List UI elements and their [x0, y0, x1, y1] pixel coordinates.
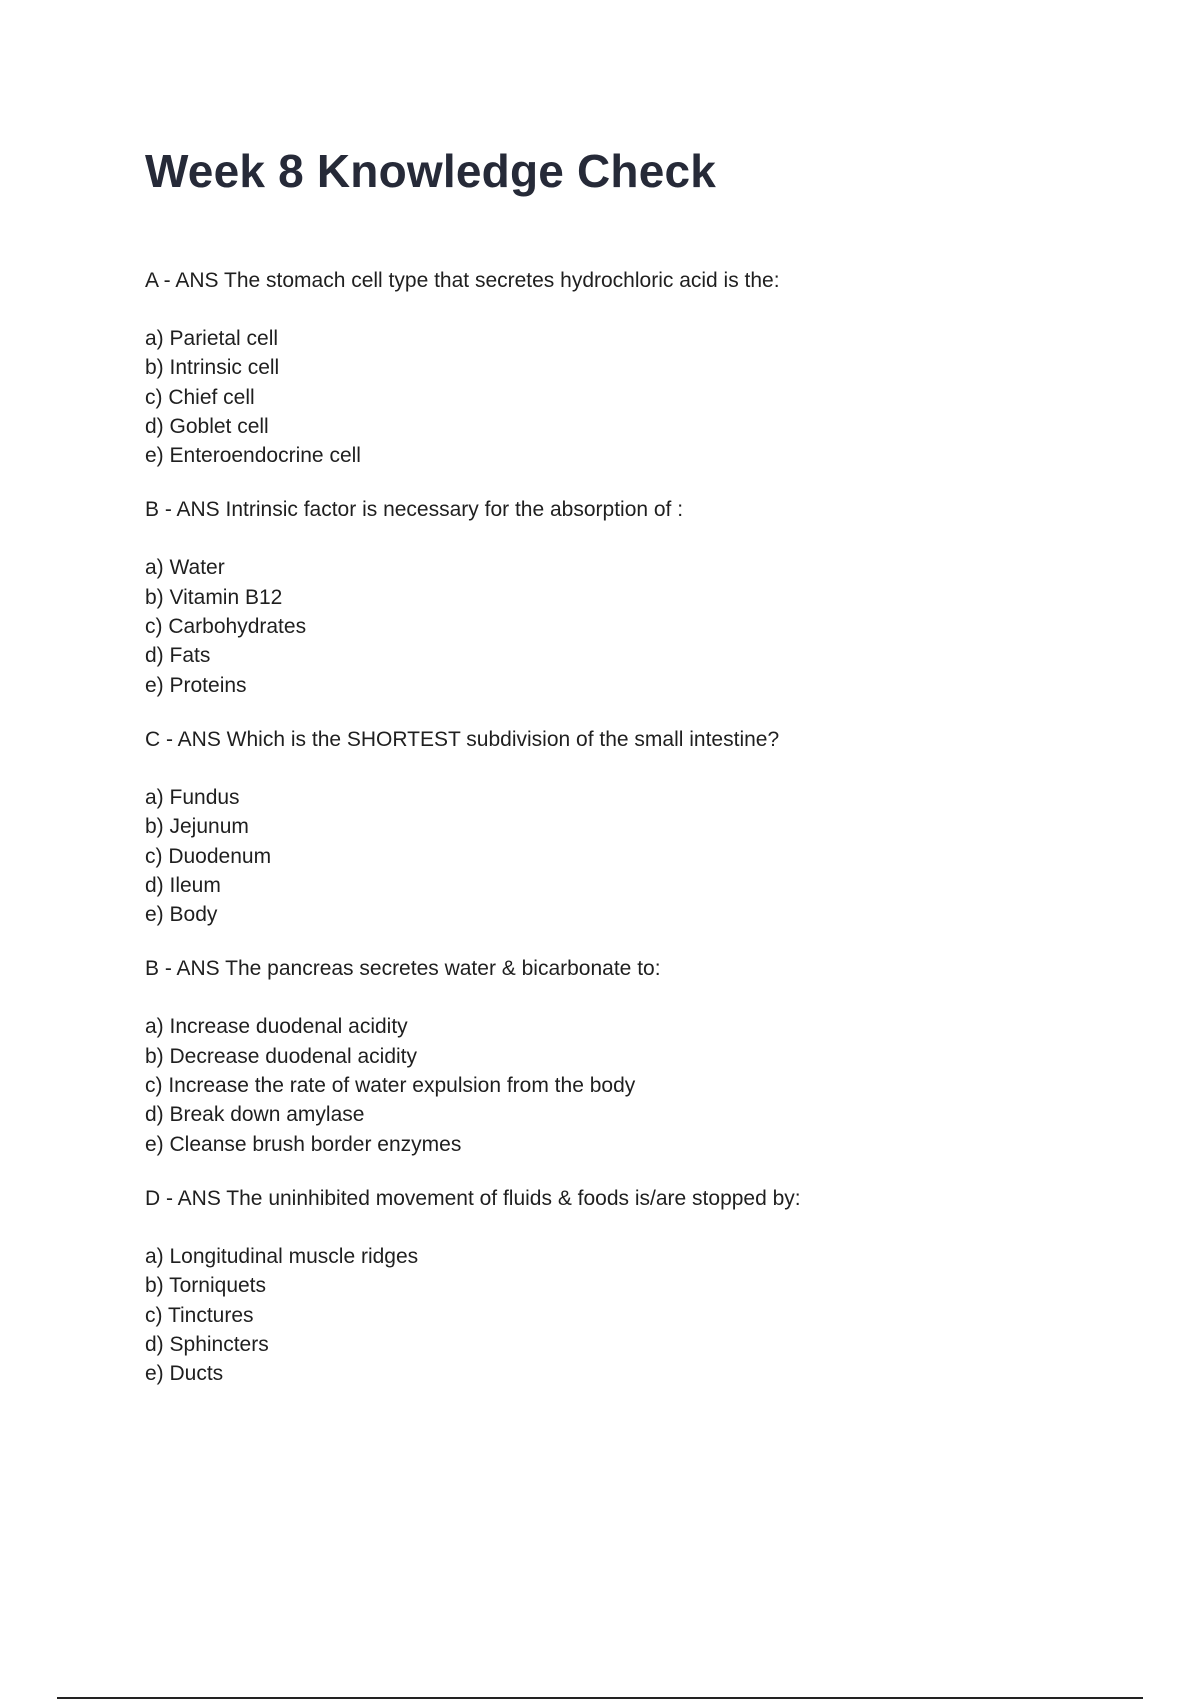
question-4 [145, 954, 1045, 1158]
answer-option: e) Ducts [145, 1362, 224, 1386]
answer-option: e) Body [145, 903, 218, 927]
question-5 [145, 1184, 1045, 1388]
answer-option: b) Vitamin B12 [145, 585, 283, 609]
answer-option: d) Fats [145, 644, 211, 668]
answer-options [145, 1242, 1045, 1388]
answer-option: c) Carbohydrates [145, 615, 307, 639]
answer-option: d) Sphincters [145, 1332, 269, 1356]
answer-option: e) Proteins [145, 673, 247, 697]
answer-option: e) Enteroendocrine cell [145, 444, 361, 468]
answer-option: c) Increase the rate of water expulsion from the body [145, 1074, 636, 1098]
answer-option: b) Intrinsic cell [145, 356, 280, 380]
answer-option: b) Torniquets [145, 1274, 267, 1298]
question-text: C - ANS Which is the SHORTEST subdivision of the small intestine? [145, 727, 780, 751]
question-1 [145, 266, 1045, 470]
footer-divider [57, 1697, 1143, 1699]
answer-options [145, 324, 1045, 470]
answer-option: d) Ileum [145, 873, 221, 897]
question-3 [145, 725, 1045, 929]
answer-option: b) Jejunum [145, 815, 249, 839]
answer-options [145, 1012, 1045, 1158]
question-2 [145, 495, 1045, 699]
answer-option: a) Parietal cell [145, 327, 279, 350]
question-text: A - ANS The stomach cell type that secretes hydrochloric acid is the: [145, 269, 780, 292]
answer-option: a) Water [145, 556, 225, 580]
question-text: B - ANS Intrinsic factor is necessary for the absorption of : [145, 498, 684, 522]
answer-options [145, 553, 1045, 699]
answer-option: c) Chief cell [145, 385, 255, 409]
answer-option: b) Decrease duodenal acidity [145, 1044, 417, 1068]
page-title: Week 8 Knowledge Check [145, 145, 717, 197]
answer-option: e) Cleanse brush border enzymes [145, 1132, 462, 1156]
question-text: D - ANS The uninhibited movement of fluids & foods is/are stopped by: [145, 1186, 801, 1210]
question-list [145, 266, 1045, 1413]
answer-option: a) Fundus [145, 785, 240, 809]
question-text: B - ANS The pancreas secretes water & bicarbonate to: [145, 957, 661, 981]
answer-option: d) Break down amylase [145, 1103, 365, 1127]
answer-option: a) Longitudinal muscle ridges [145, 1244, 419, 1268]
answer-option: c) Tinctures [145, 1303, 254, 1327]
answer-option: d) Goblet cell [145, 414, 269, 438]
answer-option: c) Duodenum [145, 844, 272, 868]
answer-option: a) Increase duodenal acidity [145, 1015, 408, 1039]
answer-options [145, 783, 1045, 929]
